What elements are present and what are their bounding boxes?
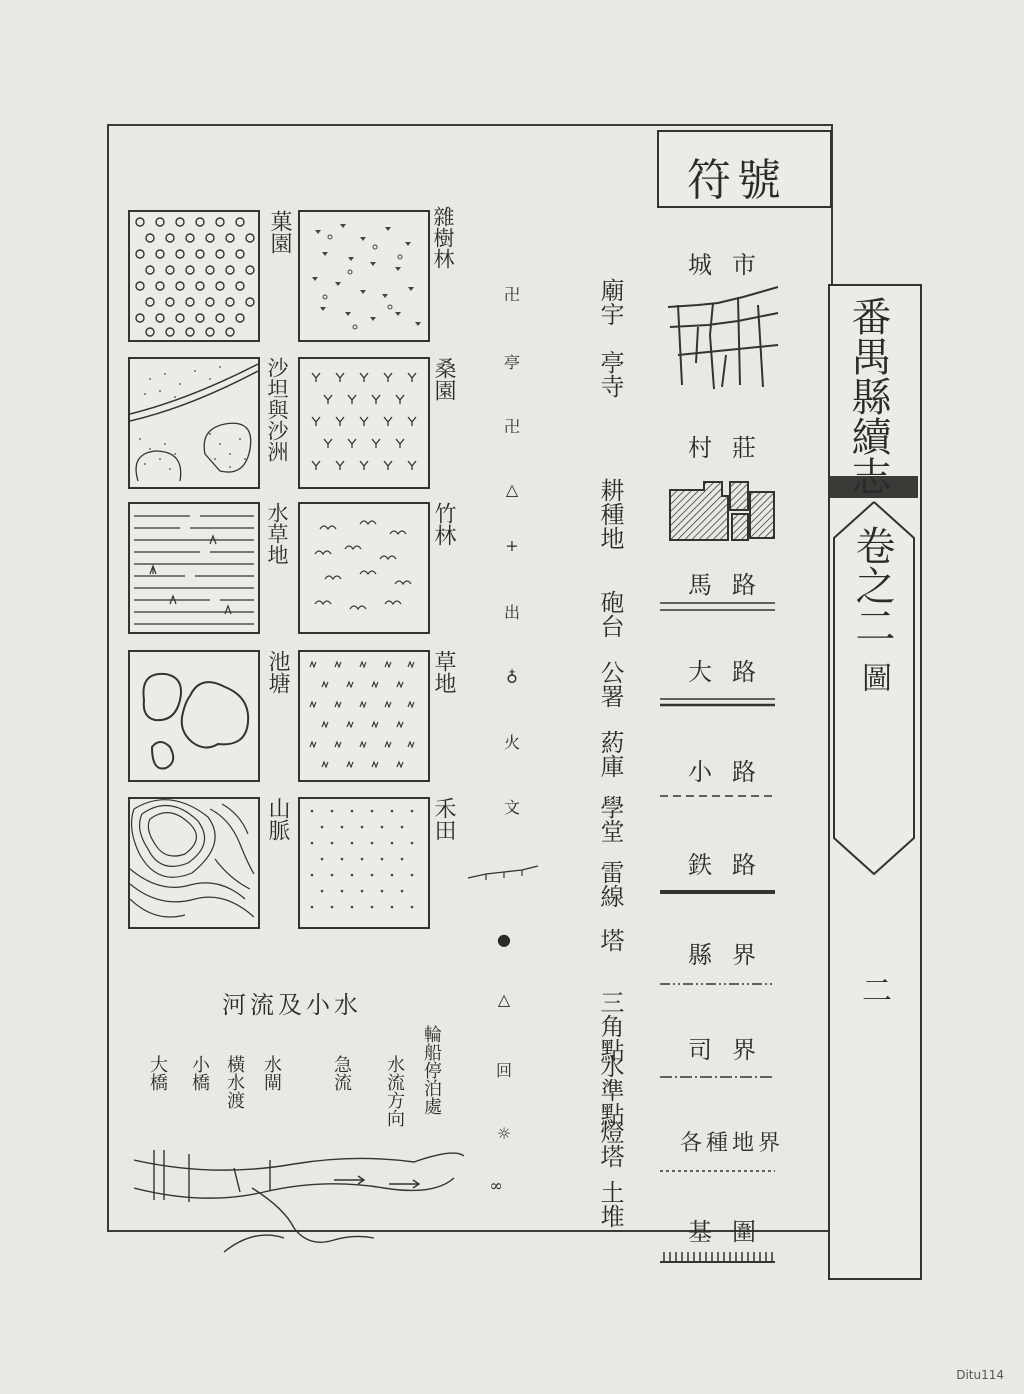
- label-mixed-forest: 雜樹林: [431, 206, 455, 269]
- label-col1-farm: 耕種地: [596, 478, 624, 550]
- river-diagram: [134, 1148, 464, 1256]
- legend-village-symbol: [668, 478, 778, 544]
- label-col1-school: 學堂: [596, 795, 624, 843]
- label-pond: 池塘: [265, 650, 290, 694]
- legend-county-border-line: [660, 980, 775, 988]
- river-steamer-anchorage: 輪船停泊處: [421, 1025, 442, 1115]
- legend-village-label: 村莊: [688, 434, 776, 462]
- symbol-monastery: 卍: [503, 417, 520, 436]
- symbol-magazine: 火: [503, 733, 520, 752]
- pattern-rice-field: [298, 797, 430, 929]
- label-col1-temple: 廟宇: [596, 278, 624, 326]
- section-label: 圖: [856, 662, 891, 692]
- label-grassland: 草地: [431, 650, 456, 694]
- label-sandbank: 沙坦與沙洲: [265, 357, 289, 462]
- legend-path-label: 小路: [688, 758, 776, 786]
- pattern-sandbank: [128, 357, 260, 489]
- label-col1-telegraph: 雷線: [596, 860, 624, 908]
- pattern-marsh: [128, 502, 260, 634]
- legend-horse-road-label: 馬路: [688, 571, 776, 599]
- page-number: 二: [862, 974, 892, 1009]
- symbol-office: ♁: [506, 666, 518, 685]
- label-col1-pagoda: 塔: [596, 928, 624, 952]
- symbol-farmland: △: [505, 480, 519, 499]
- pattern-mountain: [128, 797, 260, 929]
- legend-main-road-label: 大路: [688, 658, 776, 686]
- river-small-bridge: 小橋: [189, 1055, 210, 1091]
- river-big-bridge: 大橋: [147, 1055, 168, 1091]
- symbol-lighthouse: ☼: [496, 1124, 512, 1143]
- label-marsh: 水草地: [265, 502, 289, 565]
- label-col1-pavilion: 亭寺: [596, 350, 624, 398]
- legend-land-border-label: 各種地界: [680, 1131, 785, 1156]
- river-section-title: 河流及小水: [222, 991, 362, 1019]
- label-col1-mound: 土堆: [596, 1180, 624, 1228]
- label-col1-fort: 砲台: [596, 590, 624, 638]
- label-rice-field: 禾田: [431, 797, 456, 841]
- symbol-fort: 出: [503, 603, 520, 622]
- label-orchard: 菓園: [267, 210, 292, 254]
- pattern-mixed-forest: [298, 210, 430, 342]
- river-flow-direction: 水流方向: [384, 1055, 405, 1127]
- symbol-triangulation: △: [497, 990, 511, 1009]
- symbol-church: +: [505, 536, 519, 555]
- label-col1-lighthouse: 燈塔: [596, 1120, 624, 1168]
- pattern-orchard: [128, 210, 260, 342]
- legend-title-box: [657, 130, 832, 208]
- legend-railway-line: [660, 888, 775, 896]
- label-mulberry: 桑園: [431, 357, 456, 401]
- pattern-pond: [128, 650, 260, 782]
- legend-embankment-label: 基圍: [688, 1218, 776, 1246]
- volume-label: 卷之二: [849, 525, 895, 645]
- label-col1-office: 公署: [596, 660, 624, 708]
- river-rapids: 急流: [331, 1055, 352, 1091]
- legend-railway-label: 鉄路: [688, 851, 776, 879]
- pattern-bamboo: [298, 502, 430, 634]
- label-col1-triangulation: 三角點: [596, 990, 624, 1062]
- legend-horse-road-line: [660, 600, 775, 614]
- legend-land-border-line: [660, 1167, 775, 1175]
- legend-main-road-line: [660, 696, 775, 710]
- pattern-grassland: [298, 650, 430, 782]
- watermark: Ditu114: [956, 1368, 1004, 1382]
- symbol-telegraph-line: [466, 860, 540, 884]
- label-bamboo: 竹林: [431, 502, 456, 546]
- legend-district-border-line: [660, 1073, 775, 1081]
- legend-embankment-line: [660, 1250, 775, 1266]
- symbol-mound: ∞: [489, 1176, 503, 1195]
- label-mountain: 山脈: [265, 797, 290, 841]
- river-ferry: 橫水渡: [224, 1055, 245, 1109]
- label-col1-magazine: 葯庫: [596, 730, 624, 778]
- legend-city-label: 城市: [688, 251, 776, 279]
- symbol-school: 文: [503, 798, 520, 817]
- legend-path-line: [660, 792, 775, 802]
- symbol-pagoda: ●: [497, 930, 511, 949]
- symbol-benchmark: 回: [495, 1061, 512, 1080]
- legend-city-symbol: [668, 285, 784, 391]
- label-col1-benchmark: 水準點: [596, 1054, 624, 1126]
- pattern-mulberry: [298, 357, 430, 489]
- legend-district-border-label: 司界: [688, 1036, 776, 1064]
- legend-county-border-label: 縣界: [688, 941, 776, 969]
- symbol-temple: 卍: [503, 285, 520, 304]
- book-title: 番禺縣續志: [845, 296, 891, 496]
- symbol-pavilion: 亭: [503, 353, 520, 372]
- legend-title: 符號: [687, 155, 787, 206]
- river-sluice: 水閘: [261, 1055, 282, 1091]
